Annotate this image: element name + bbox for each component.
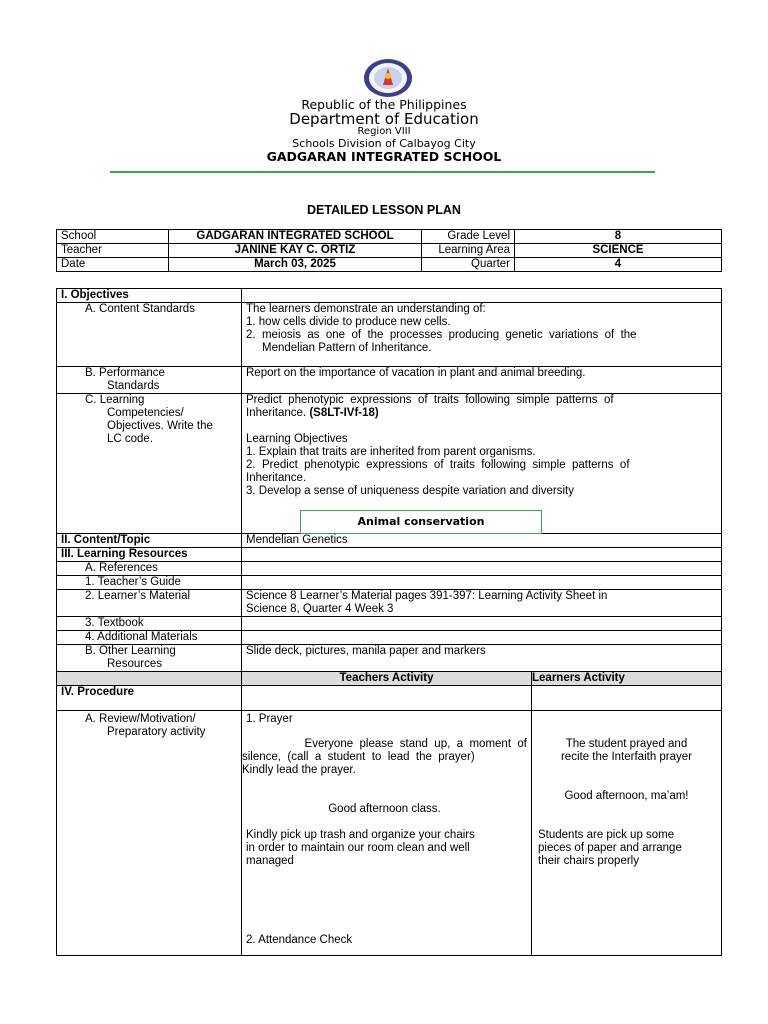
area-label: Learning Area [422, 244, 515, 258]
perf-label-line2: Standards [107, 380, 160, 392]
info-row-school [57, 230, 722, 244]
references-row [57, 562, 722, 576]
comp-line2: Inheritance. [246, 407, 307, 419]
grade-label: Grade Level [422, 230, 515, 244]
content-item-2b: Mendelian Pattern of Inheritance. [262, 342, 432, 354]
comp-label-line1: C. Learning [85, 394, 145, 406]
resources-heading-row [57, 548, 722, 562]
additional-materials-label: 4. Additional Materials [57, 631, 242, 645]
region-text: Region VIII [357, 126, 411, 137]
grade-value: 8 [515, 230, 722, 244]
lm-line2: Science 8, Quarter 4 Week 3 [246, 603, 394, 615]
school-value: GADGARAN INTEGRATED SCHOOL [169, 230, 422, 244]
school-label: School [57, 230, 169, 244]
teacher-activity-cell [242, 711, 532, 956]
learners-material-value [242, 590, 722, 617]
green-divider [110, 171, 655, 173]
learning-objectives-heading: Learning Objectives [246, 433, 348, 445]
resources-heading: III. Learning Resources [57, 548, 242, 562]
t-trash-line2: in order to maintain our room clean and well [246, 842, 470, 854]
competencies-label [57, 394, 242, 534]
content-standards-row [57, 303, 722, 367]
t-prayer-line3: Kindly lead the prayer. [242, 764, 356, 776]
comp-label-line4: LC code. [107, 433, 154, 445]
date-value: March 03, 2025 [169, 258, 422, 272]
t-prayer: 1. Prayer [246, 713, 293, 725]
l-trash-line1: Students are pick up some [538, 829, 675, 841]
comp-label-line3: Objectives. Write the [107, 420, 213, 432]
lo-item-2b: Inheritance. [246, 472, 307, 484]
objectives-heading: I. Objectives [57, 289, 242, 303]
comp-line1: Predict phenotypic expressions of traits following simple patterns of [246, 394, 614, 406]
learners-material-label: 2. Learner’s Material [57, 590, 242, 617]
textbook-label: 3. Textbook [57, 617, 242, 631]
other-resources-line2: Resources [107, 658, 162, 670]
area-value: SCIENCE [515, 244, 722, 258]
deped-seal-logo [362, 58, 414, 98]
performance-standards-value: Report on the importance of vacation in plant and animal breeding. [242, 367, 722, 394]
info-row-date [57, 258, 722, 272]
quarter-label: Quarter [422, 258, 515, 272]
content-topic-row [57, 534, 722, 548]
l-prayer-line1: The student prayed and [565, 738, 688, 750]
objectives-heading-row [57, 289, 722, 303]
teachers-guide-label: 1. Teacher’s Guide [57, 576, 242, 590]
activity-header-row [57, 672, 722, 686]
school-heading: GADGARAN INTEGRATED SCHOOL [266, 149, 502, 164]
l-trash-line2: pieces of paper and arrange [538, 842, 682, 854]
info-table [56, 229, 722, 272]
other-resources-line1: B. Other Learning [85, 645, 176, 657]
learner-activity-cell [532, 711, 722, 956]
performance-standards-row [57, 367, 722, 394]
review-label [57, 711, 242, 956]
info-row-teacher [57, 244, 722, 258]
other-resources-row [57, 645, 722, 672]
content-item-2: 2. meiosis as one of the processes producing genetic variations of the [246, 329, 637, 341]
review-line1: A. Review/Motivation/ [85, 713, 196, 725]
lo-item-1: 1. Explain that traits are inherited from parent organisms. [246, 446, 536, 458]
page-title: DETAILED LESSON PLAN [307, 203, 461, 217]
l-trash-line3: their chairs properly [538, 855, 639, 867]
l-prayer-line2: recite the Interfaith prayer [560, 751, 693, 763]
l-greet: Good afternoon, ma’am! [564, 790, 689, 802]
t-trash-line1: Kindly pick up trash and organize your chairs [246, 829, 475, 841]
review-line2: Preparatory activity [107, 726, 206, 738]
learners-activity-header: Learners Activity [532, 672, 722, 686]
teacher-value: JANINE KAY C. ORTIZ [169, 244, 422, 258]
learners-material-row [57, 590, 722, 617]
teachers-activity-header: Teachers Activity [242, 672, 532, 686]
quarter-value: 4 [515, 258, 722, 272]
teachers-guide-row [57, 576, 722, 590]
procedure-heading-row [57, 686, 722, 711]
t-prayer-line2: silence, (call a student to lead the prayer) [242, 751, 475, 763]
comp-label-line2: Competencies/ [107, 407, 184, 419]
other-resources-value: Slide deck, pictures, manila paper and markers [242, 645, 722, 672]
content-topic-value: Mendelian Genetics [242, 534, 722, 548]
review-row [57, 711, 722, 956]
content-intro: The learners demonstrate an understanding of: [246, 303, 486, 315]
lc-code: (S8LT-IVf-18) [309, 407, 379, 419]
division-text: Schools Division of Calbayog City [292, 137, 476, 150]
perf-label-line1: B. Performance [85, 367, 165, 379]
animal-conservation-box: Animal conservation [300, 510, 542, 534]
procedure-heading: IV. Procedure [57, 686, 242, 711]
t-prayer-line1: Everyone please stand up, a moment of [304, 738, 527, 750]
t-attendance: 2. Attendance Check [246, 934, 353, 946]
lm-line1: Science 8 Learner’s Material pages 391-397: Learning Activity Sheet in [246, 590, 608, 602]
content-topic-heading: II. Content/Topic [57, 534, 242, 548]
content-standards-value [242, 303, 722, 367]
performance-standards-label [57, 367, 242, 394]
additional-materials-row [57, 631, 722, 645]
content-standards-label: A. Content Standards [57, 303, 242, 367]
t-greet: Good afternoon class. [328, 803, 441, 815]
content-item-1: 1. how cells divide to produce new cells. [246, 316, 451, 328]
lo-item-2: 2. Predict phenotypic expressions of traits following simple patterns of [246, 459, 630, 471]
department-text: Department of Education [289, 110, 479, 128]
lo-item-3: 3. Develop a sense of uniqueness despite variation and diversity [246, 485, 574, 497]
teacher-label: Teacher [57, 244, 169, 258]
other-resources-label [57, 645, 242, 672]
t-trash-line3: managed [246, 855, 294, 867]
republic-text: Republic of the Philippines [301, 97, 467, 112]
date-label: Date [57, 258, 169, 272]
textbook-row [57, 617, 722, 631]
references-label: A. References [57, 562, 242, 576]
lesson-plan-table [56, 288, 722, 956]
